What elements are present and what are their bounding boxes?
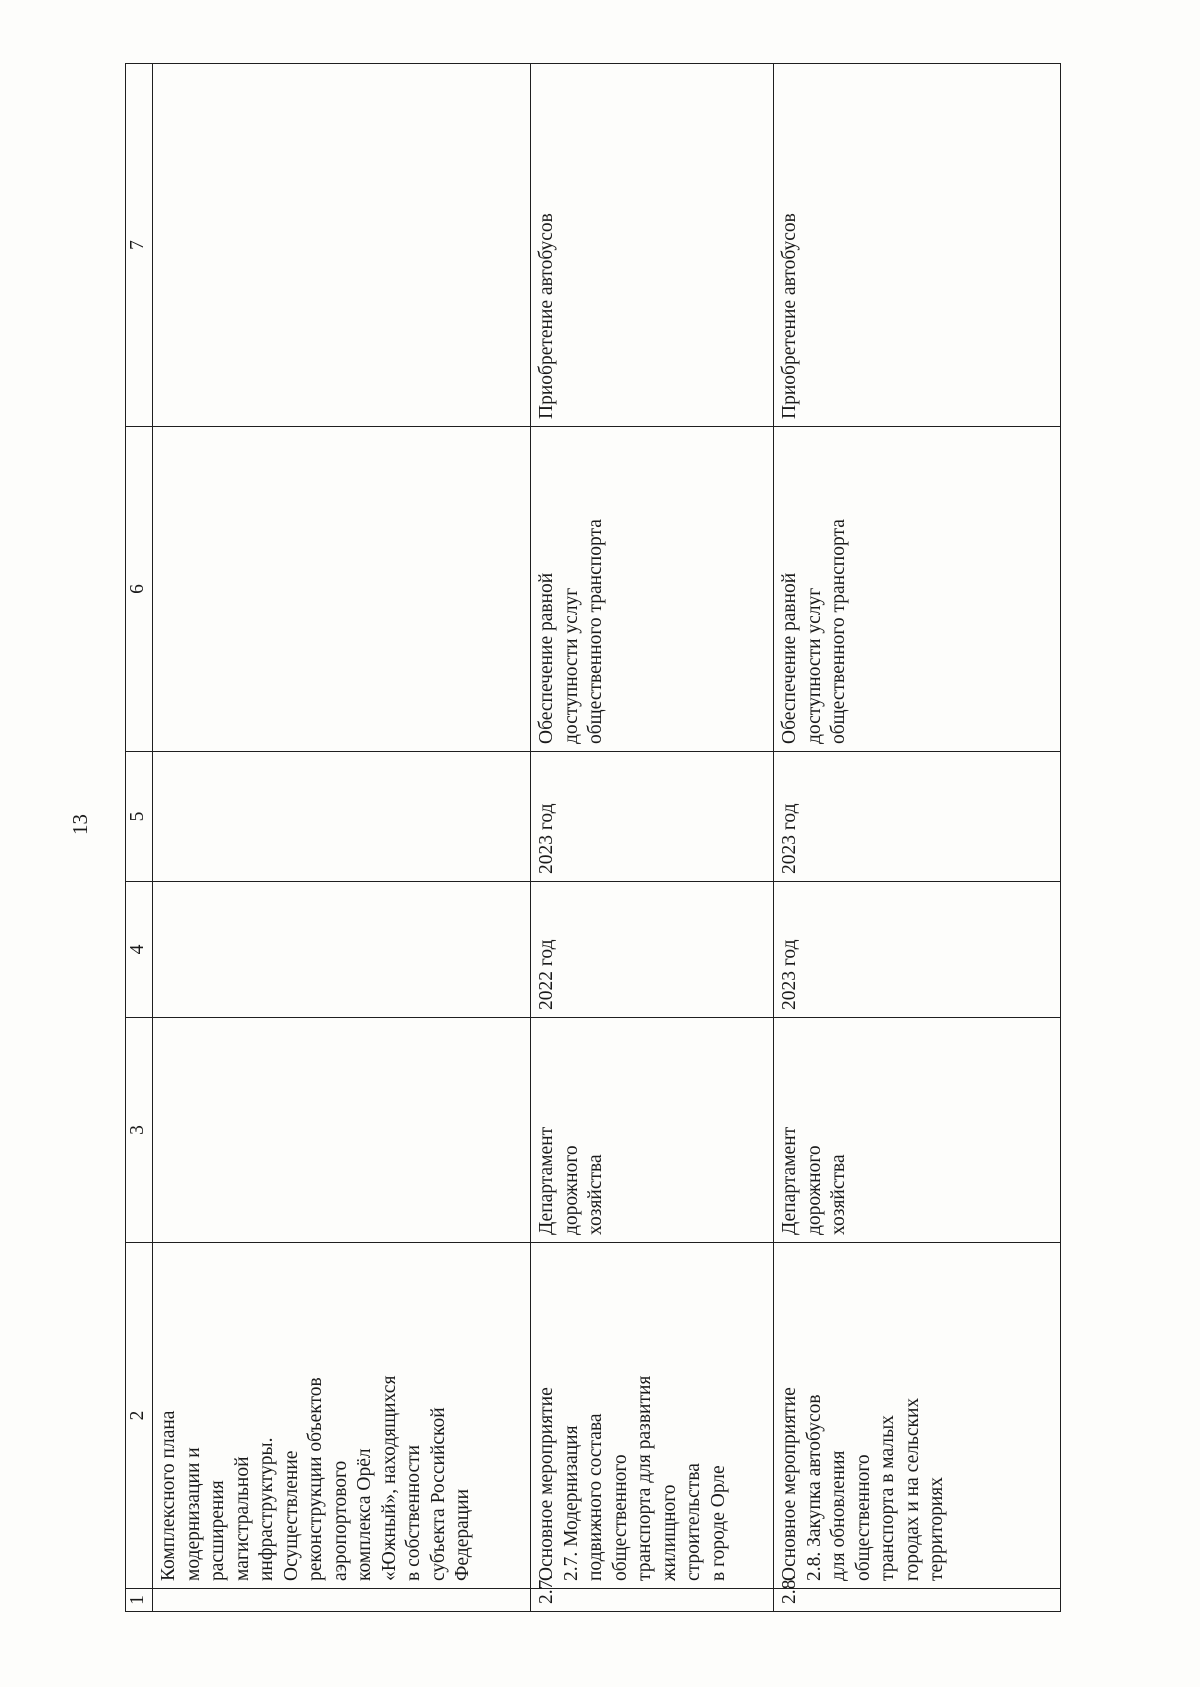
event-name: Основное мероприятие 2.7. Модернизация подвижного состава общественного транспорта для развития жилищного строительства в городе Орле (531, 1243, 774, 1589)
header-cell: 6 (126, 427, 153, 752)
event-name: Комплексного плана модернизации и расширения магистральной инфраструктуры. Осуществление реконструкции объектов аэропортового комплекса Орёл «Южный», находящихся в собственности субъекта Российской Федерации (153, 1243, 531, 1589)
header-cell: 1 (126, 1589, 153, 1612)
header-cell: 5 (126, 752, 153, 882)
table-row (531, 64, 774, 1612)
start-year: 2023 год (774, 882, 1061, 1018)
header-cell: 2 (126, 1243, 153, 1589)
row-number (153, 1589, 531, 1612)
header-cell: 4 (126, 882, 153, 1018)
plan-table (125, 63, 1061, 1612)
start-year (153, 882, 531, 1018)
end-year (153, 752, 531, 882)
executor: Департамент дорожного хозяйства (774, 1018, 1061, 1243)
table-row (774, 64, 1061, 1612)
end-year: 2023 год (774, 752, 1061, 882)
row-number: 2.7. (531, 1589, 774, 1612)
page-number: 13 (68, 814, 92, 835)
event-name: Основное мероприятие 2.8. Закупка автобусов для обновления общественного транспорта в малых городах и на сельских территориях (774, 1243, 1061, 1589)
notes: Приобретение автобусов (531, 64, 774, 427)
end-year: 2023 год (531, 752, 774, 882)
rotated-table-container (125, 64, 1060, 1612)
table-row (153, 64, 531, 1612)
expected-result: Обеспечение равной доступности услуг общественного транспорта (531, 427, 774, 752)
header-row (126, 64, 153, 1612)
header-cell: 7 (126, 64, 153, 427)
notes (153, 64, 531, 427)
header-cell: 3 (126, 1018, 153, 1243)
expected-result: Обеспечение равной доступности услуг общественного транспорта (774, 427, 1061, 752)
start-year: 2022 год (531, 882, 774, 1018)
executor (153, 1018, 531, 1243)
row-number: 2.8. (774, 1589, 1061, 1612)
notes: Приобретение автобусов (774, 64, 1061, 427)
expected-result (153, 427, 531, 752)
executor: Департамент дорожного хозяйства (531, 1018, 774, 1243)
